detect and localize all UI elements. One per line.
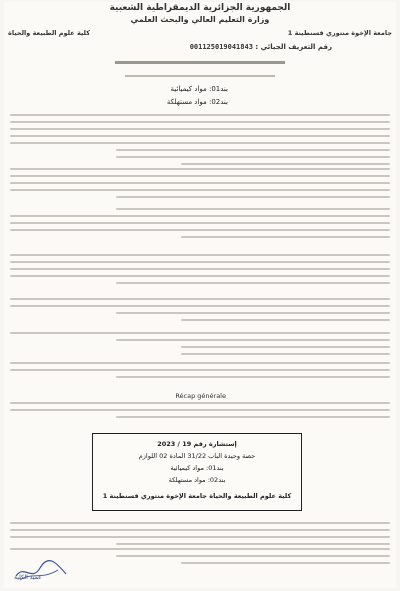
notice-title-illegible: [115, 61, 285, 64]
notice-title: [4, 58, 396, 68]
admin-documents-list: [10, 208, 390, 243]
notice-subtitle: [4, 72, 396, 80]
tax-id: [190, 43, 332, 51]
envelope-lot-2: بند02: مواد مستهلكة: [168, 476, 226, 484]
deadline-paragraph: [10, 522, 390, 550]
supporting-documents-list: [10, 254, 390, 289]
financial-offer-list: [10, 332, 390, 360]
tax-id-label: رقم التعريف الجبائي :: [255, 43, 332, 51]
lot-1: بند01: مواد كيميائية: [170, 85, 228, 93]
envelope-lot-line: حصة وحيدة الباب 31/22 المادة 02 اللوازم: [138, 452, 256, 460]
envelope-notice-box: [92, 433, 302, 511]
conditions-paragraph: [10, 168, 390, 203]
envelope-code: إستشارة رقم 19 / 2023: [157, 440, 237, 448]
dean-signature: عميد الكلية: [14, 574, 42, 581]
tax-id-value: 001125019041843: [189, 43, 253, 51]
recap-label: Récap générale: [175, 392, 226, 400]
republic-header: الجمهورية الجزائرية الديمقراطية الشعبية: [109, 3, 291, 13]
envelope-footer: كلية علوم الطبيعة والحياة جامعة الإخوة منتوري قسنطينة 1: [102, 492, 292, 500]
ministry-header: وزارة التعليم العالي والبحث العلمي: [130, 15, 270, 24]
notice-subtitle-illegible: [125, 75, 275, 77]
envelope-lot-1: بند01: مواد كيميائية: [170, 464, 224, 472]
document-page: [4, 2, 396, 588]
lot-2: بند02: مواد مستهلكة: [166, 98, 228, 106]
institution-row: [8, 29, 392, 37]
submission-paragraph: [10, 402, 390, 423]
technical-offer-list: [10, 298, 390, 326]
intro-paragraph: [10, 114, 390, 170]
university-name: جامعة الإخوة منتوري قسنطينة 1: [287, 29, 392, 37]
faculty-name: كلية علوم الطبيعة والحياة: [8, 29, 90, 37]
financial-details: [10, 362, 390, 383]
